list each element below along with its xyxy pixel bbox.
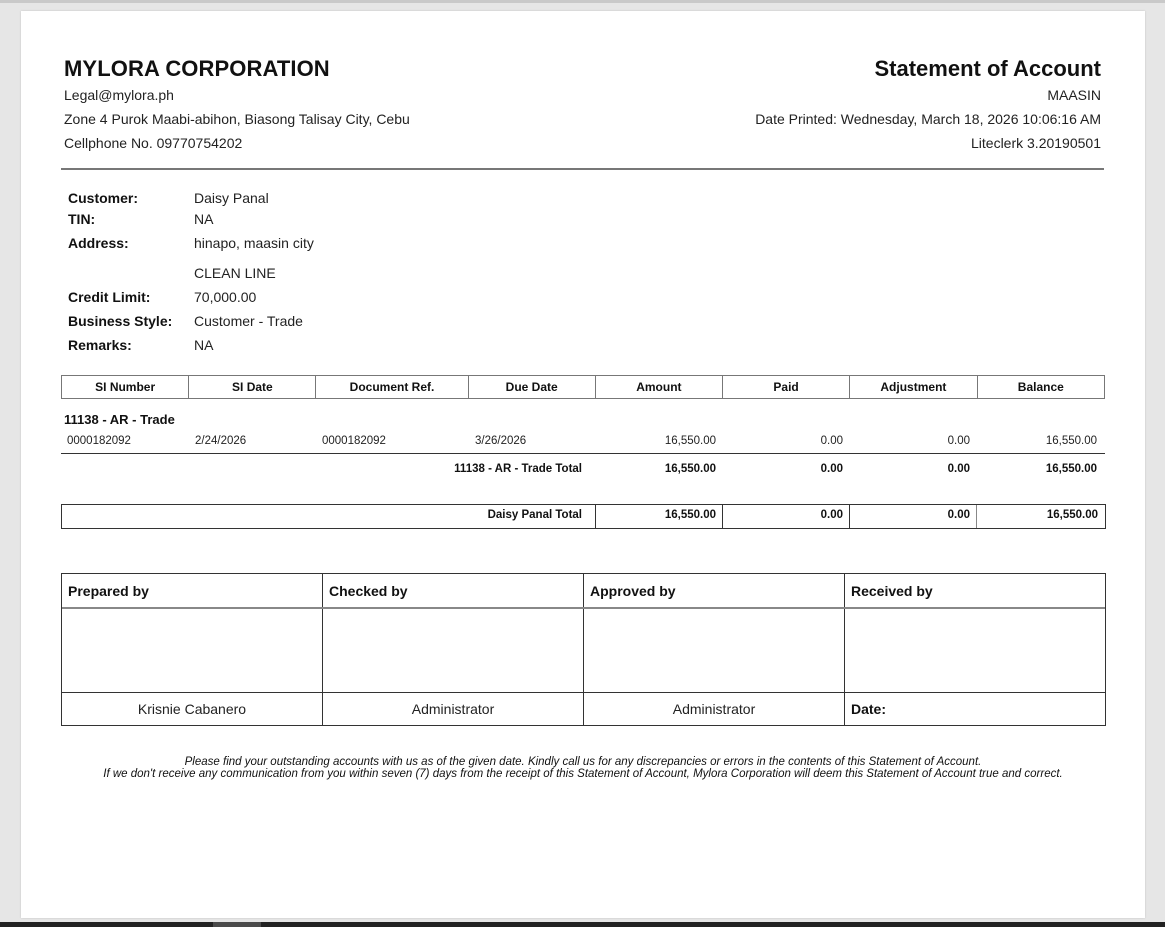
col-si-number: SI Number (62, 376, 189, 399)
customer-total-row (61, 504, 1106, 529)
signature-block (61, 573, 1106, 726)
col-balance: Balance (977, 376, 1104, 399)
statement-table (61, 375, 1105, 399)
checked-by-name: Administrator (411, 701, 495, 717)
footer-note-line1: Please find your outstanding accounts with us as of the given date. Kindly call us for any discrepancies or errors in the contents of this Statement of Account. (184, 756, 982, 768)
group-total-amount: 16,550.00 (664, 463, 716, 475)
group-total-paid: 0.00 (820, 463, 843, 475)
business-style-label: Business Style: (68, 313, 173, 329)
scrollbar-thumb[interactable] (213, 922, 261, 927)
sig-name-divider (62, 692, 1105, 693)
address-line2: CLEAN LINE (194, 265, 276, 281)
group-total-balance: 16,550.00 (1045, 463, 1097, 475)
cell-balance: 16,550.00 (1045, 435, 1097, 447)
company-name: MYLORA CORPORATION (64, 56, 330, 81)
address-label: Address: (68, 235, 129, 251)
footer-note-line2: If we don't receive any communication from you within seven (7) days from the receipt of this Statement of Account, Mylora Corporation will deem this Statement of Account true and correct. (103, 768, 1063, 780)
table-header-row (62, 376, 1105, 399)
remarks-label: Remarks: (68, 337, 132, 353)
viewer-top-border (0, 0, 1165, 3)
sig-header-divider (62, 607, 1105, 609)
company-address: Zone 4 Purok Maabi-abihon, Biasong Talisay City, Cebu (64, 111, 410, 127)
group-total-label: 11138 - AR - Trade Total (454, 463, 582, 475)
group-heading: 11138 - AR - Trade (64, 412, 175, 427)
remarks-value: NA (194, 337, 214, 353)
customer-label: Customer: (68, 190, 139, 206)
received-by-label: Received by (851, 583, 933, 599)
col-due-date: Due Date (468, 376, 595, 399)
cell-paid: 0.00 (820, 435, 843, 447)
customer-total-paid: 0.00 (820, 509, 843, 521)
header-divider (61, 168, 1104, 170)
horizontal-scrollbar[interactable] (0, 922, 1165, 927)
customer-name: Daisy Panal (194, 190, 269, 206)
customer-total-adjustment: 0.00 (947, 509, 970, 521)
sig-col-divider (844, 574, 845, 725)
software-version: Liteclerk 3.20190501 (971, 135, 1101, 151)
customer-total-label: Daisy Panal Total (487, 509, 582, 521)
address-value: hinapo, maasin city (194, 235, 314, 251)
cell-due-date: 3/26/2026 (475, 435, 527, 447)
group-total-adjustment: 0.00 (947, 463, 970, 475)
cell-adjustment: 0.00 (947, 435, 970, 447)
prepared-by-name: Krisnie Cabanero (137, 701, 247, 717)
credit-limit-value: 70,000.00 (194, 289, 257, 305)
col-adjustment: Adjustment (850, 376, 977, 399)
cell-document-ref: 0000182092 (322, 435, 386, 447)
business-style-value: Customer - Trade (194, 313, 303, 329)
cell-si-number: 0000182092 (67, 435, 131, 447)
date-printed: Date Printed: Wednesday, March 18, 2026 10:06:16 AM (755, 111, 1101, 127)
group-total-divider (61, 453, 1105, 454)
company-phone: Cellphone No. 09770754202 (64, 135, 243, 151)
document-page (21, 11, 1145, 918)
customer-total-amount: 16,550.00 (664, 509, 716, 521)
checked-by-label: Checked by (329, 583, 408, 599)
col-document-ref: Document Ref. (316, 376, 468, 399)
credit-limit-label: Credit Limit: (68, 289, 151, 305)
cell-si-date: 2/24/2026 (195, 435, 247, 447)
approved-by-label: Approved by (590, 583, 676, 599)
company-email: Legal@mylora.ph (64, 87, 174, 103)
customer-total-balance: 16,550.00 (1046, 509, 1098, 521)
cell-amount: 16,550.00 (664, 435, 716, 447)
received-date-label: Date: (851, 701, 887, 717)
tin-label: TIN: (68, 211, 96, 227)
col-si-date: SI Date (189, 376, 316, 399)
col-paid: Paid (723, 376, 850, 399)
tin-value: NA (194, 211, 214, 227)
col-amount: Amount (595, 376, 722, 399)
report-branch: MAASIN (1047, 87, 1101, 103)
report-title: Statement of Account (874, 56, 1101, 81)
approved-by-name: Administrator (672, 701, 756, 717)
prepared-by-label: Prepared by (68, 583, 149, 599)
